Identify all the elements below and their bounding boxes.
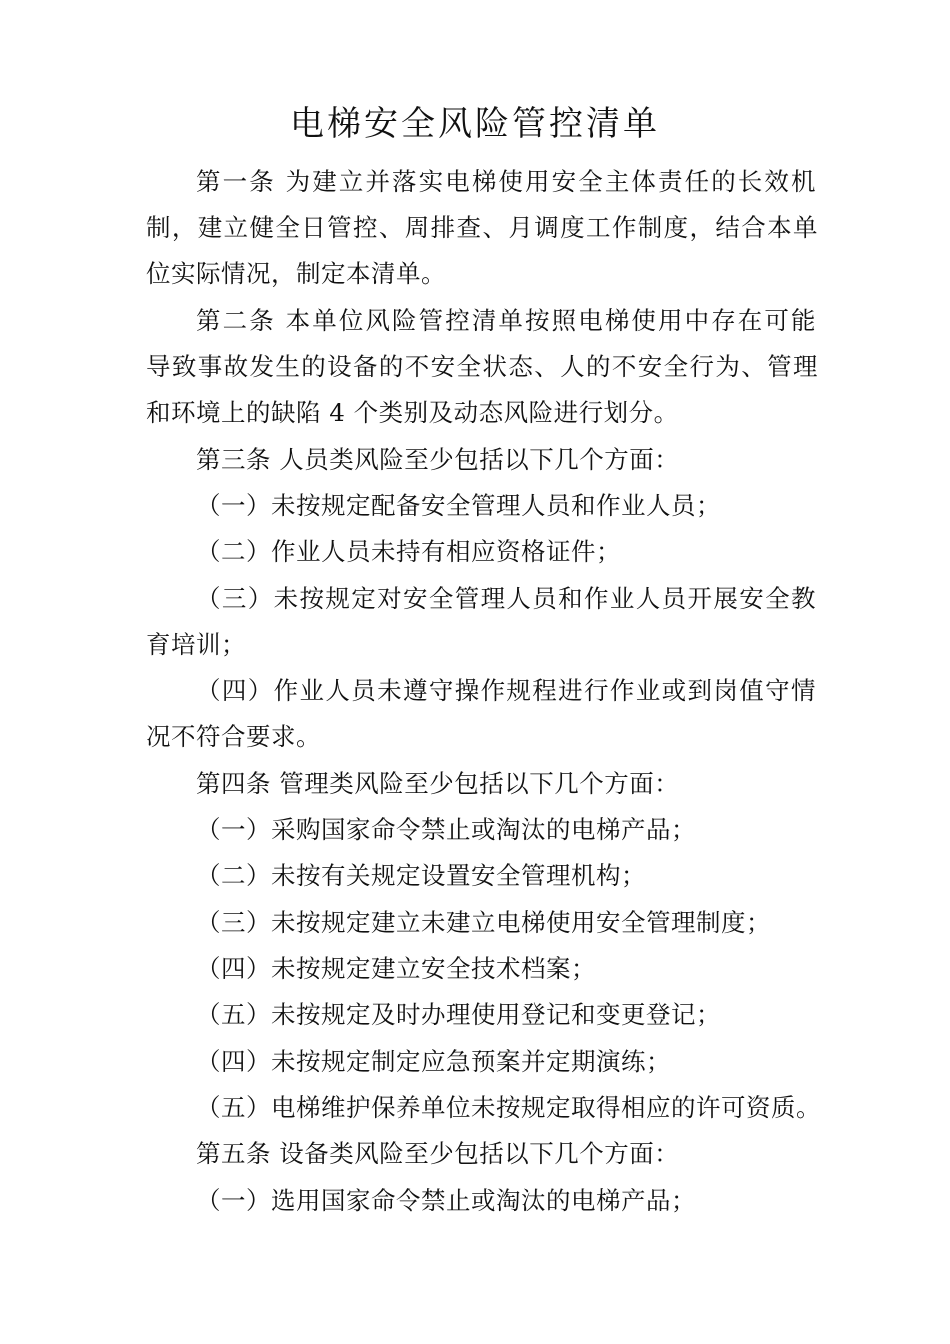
paragraph-line: 第四条 管理类风险至少包括以下几个方面： <box>196 769 680 798</box>
list-item: （四）未按规定建立安全技术档案； <box>196 954 596 983</box>
list-item: （一）未按规定配备安全管理人员和作业人员； <box>196 491 721 520</box>
list-item: （四）作业人员未遵守操作规程进行作业或到岗值守情 <box>196 676 816 705</box>
list-item-continuation: 况不符合要求。 <box>146 722 321 751</box>
paragraph-line: 和环境上的缺陷 4 个类别及动态风险进行划分。 <box>146 398 679 427</box>
paragraph-line: 导致事故发生的设备的不安全状态、人的不安全行为、管理 <box>146 352 818 381</box>
paragraph-line: 制，建立健全日管控、周排查、月调度工作制度，结合本单 <box>146 213 818 242</box>
list-item: （五）电梯维护保养单位未按规定取得相应的许可资质。 <box>196 1093 821 1122</box>
list-item: （三）未按规定对安全管理人员和作业人员开展安全教 <box>196 584 816 613</box>
list-item: （二）作业人员未持有相应资格证件； <box>196 537 621 566</box>
paragraph-line: 位实际情况，制定本清单。 <box>146 259 446 288</box>
paragraph-line: 第五条 设备类风险至少包括以下几个方面： <box>196 1139 680 1168</box>
list-item: （五）未按规定及时办理使用登记和变更登记； <box>196 1000 721 1029</box>
list-item: （三）未按规定建立未建立电梯使用安全管理制度； <box>196 908 771 937</box>
list-item: （一）采购国家命令禁止或淘汰的电梯产品； <box>196 815 696 844</box>
list-item: （一）选用国家命令禁止或淘汰的电梯产品； <box>196 1186 696 1215</box>
paragraph-line: 第二条 本单位风险管控清单按照电梯使用中存在可能 <box>196 306 816 335</box>
paragraph-line: 第一条 为建立并落实电梯使用安全主体责任的长效机 <box>196 167 816 196</box>
list-item: （二）未按有关规定设置安全管理机构； <box>196 861 646 890</box>
list-item-continuation: 育培训； <box>146 630 246 659</box>
list-item: （四）未按规定制定应急预案并定期演练； <box>196 1047 671 1076</box>
paragraph-line: 第三条 人员类风险至少包括以下几个方面： <box>196 445 680 474</box>
document-title: 电梯安全风险管控清单 <box>290 104 660 144</box>
